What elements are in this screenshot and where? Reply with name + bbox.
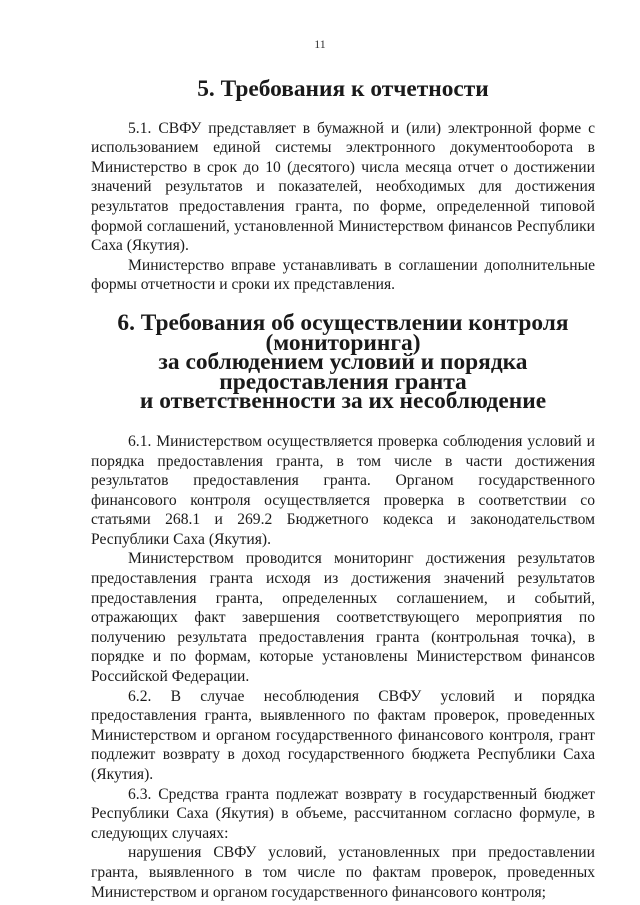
paragraph-5-1: 5.1. СВФУ представляет в бумажной и (или) электронной форме с использованием единой системы электронного документооборота в Министерство в срок до 10 (десятого) числа месяца отчет о достижении значений результатов и показателей, необходимых для достижения результатов предоставления гранта, по форме, определенной типовой формой соглашений, установленной Министерством финансов Республики Саха (Якутия). [91, 119, 595, 255]
paragraph-6-1: 6.1. Министерством осуществляется проверка соблюдения условий и порядка предоставления гранта, в том числе в части достижения результатов предоставления гранта. Органом государственного финансового контроля осуществляется проверка в соответствии со статьями 268.1 и 269.2 Бюджетного кодекса и законодательством Республики Саха (Якутия). [91, 432, 595, 548]
paragraph-6-2: 6.2. В случае несоблюдения СВФУ условий и порядка предоставления гранта, выявленного по фактам проверок, проведенных Министерством и органом государственного финансового контроля, грант подлежит возврату в доход государственного бюджета Республики Саха (Якутия). [91, 687, 595, 783]
section-6-heading-line: и ответственности за их несоблюдение [139, 388, 547, 415]
paragraph-6-3-case: нарушения СВФУ условий, установленных при предоставлении гранта, выявленного в том числе по фактам проверок, проведенных Министерством и органом государственного финансового контроля; [91, 844, 595, 901]
paragraph-5-additional: Министерство вправе устанавливать в соглашении дополнительные формы отчетности и сроки их представления. [91, 256, 595, 294]
paragraph-6-monitoring: Министерством проводится мониторинг достижения результатов предоставления гранта исходя из достижения значений результатов предоставления гранта, определенных соглашением, и событий, отражающих факт завершения соответствующего мероприятия по получению результата предоставления гранта (контрольная точка), в порядке и по формам, которые установлены Министерством финансов Российской Федерации. [91, 550, 595, 686]
section-5-heading: 5. Требования к отчетности [197, 76, 489, 102]
section-6-heading [91, 309, 595, 415]
page-number: 11 [314, 37, 326, 51]
section-6-heading-line: за соблюдением условий и порядка предоставления гранта [158, 349, 528, 395]
document-body [91, 76, 595, 902]
section-6-heading-line: 6. Требования об осуществлении контроля (мониторинга) [117, 309, 569, 356]
paragraph-6-3: 6.3. Средства гранта подлежат возврату в государственный бюджет Республики Саха (Якутия) в объеме, рассчитанном согласно формуле, в следующих случаях: [91, 785, 595, 842]
